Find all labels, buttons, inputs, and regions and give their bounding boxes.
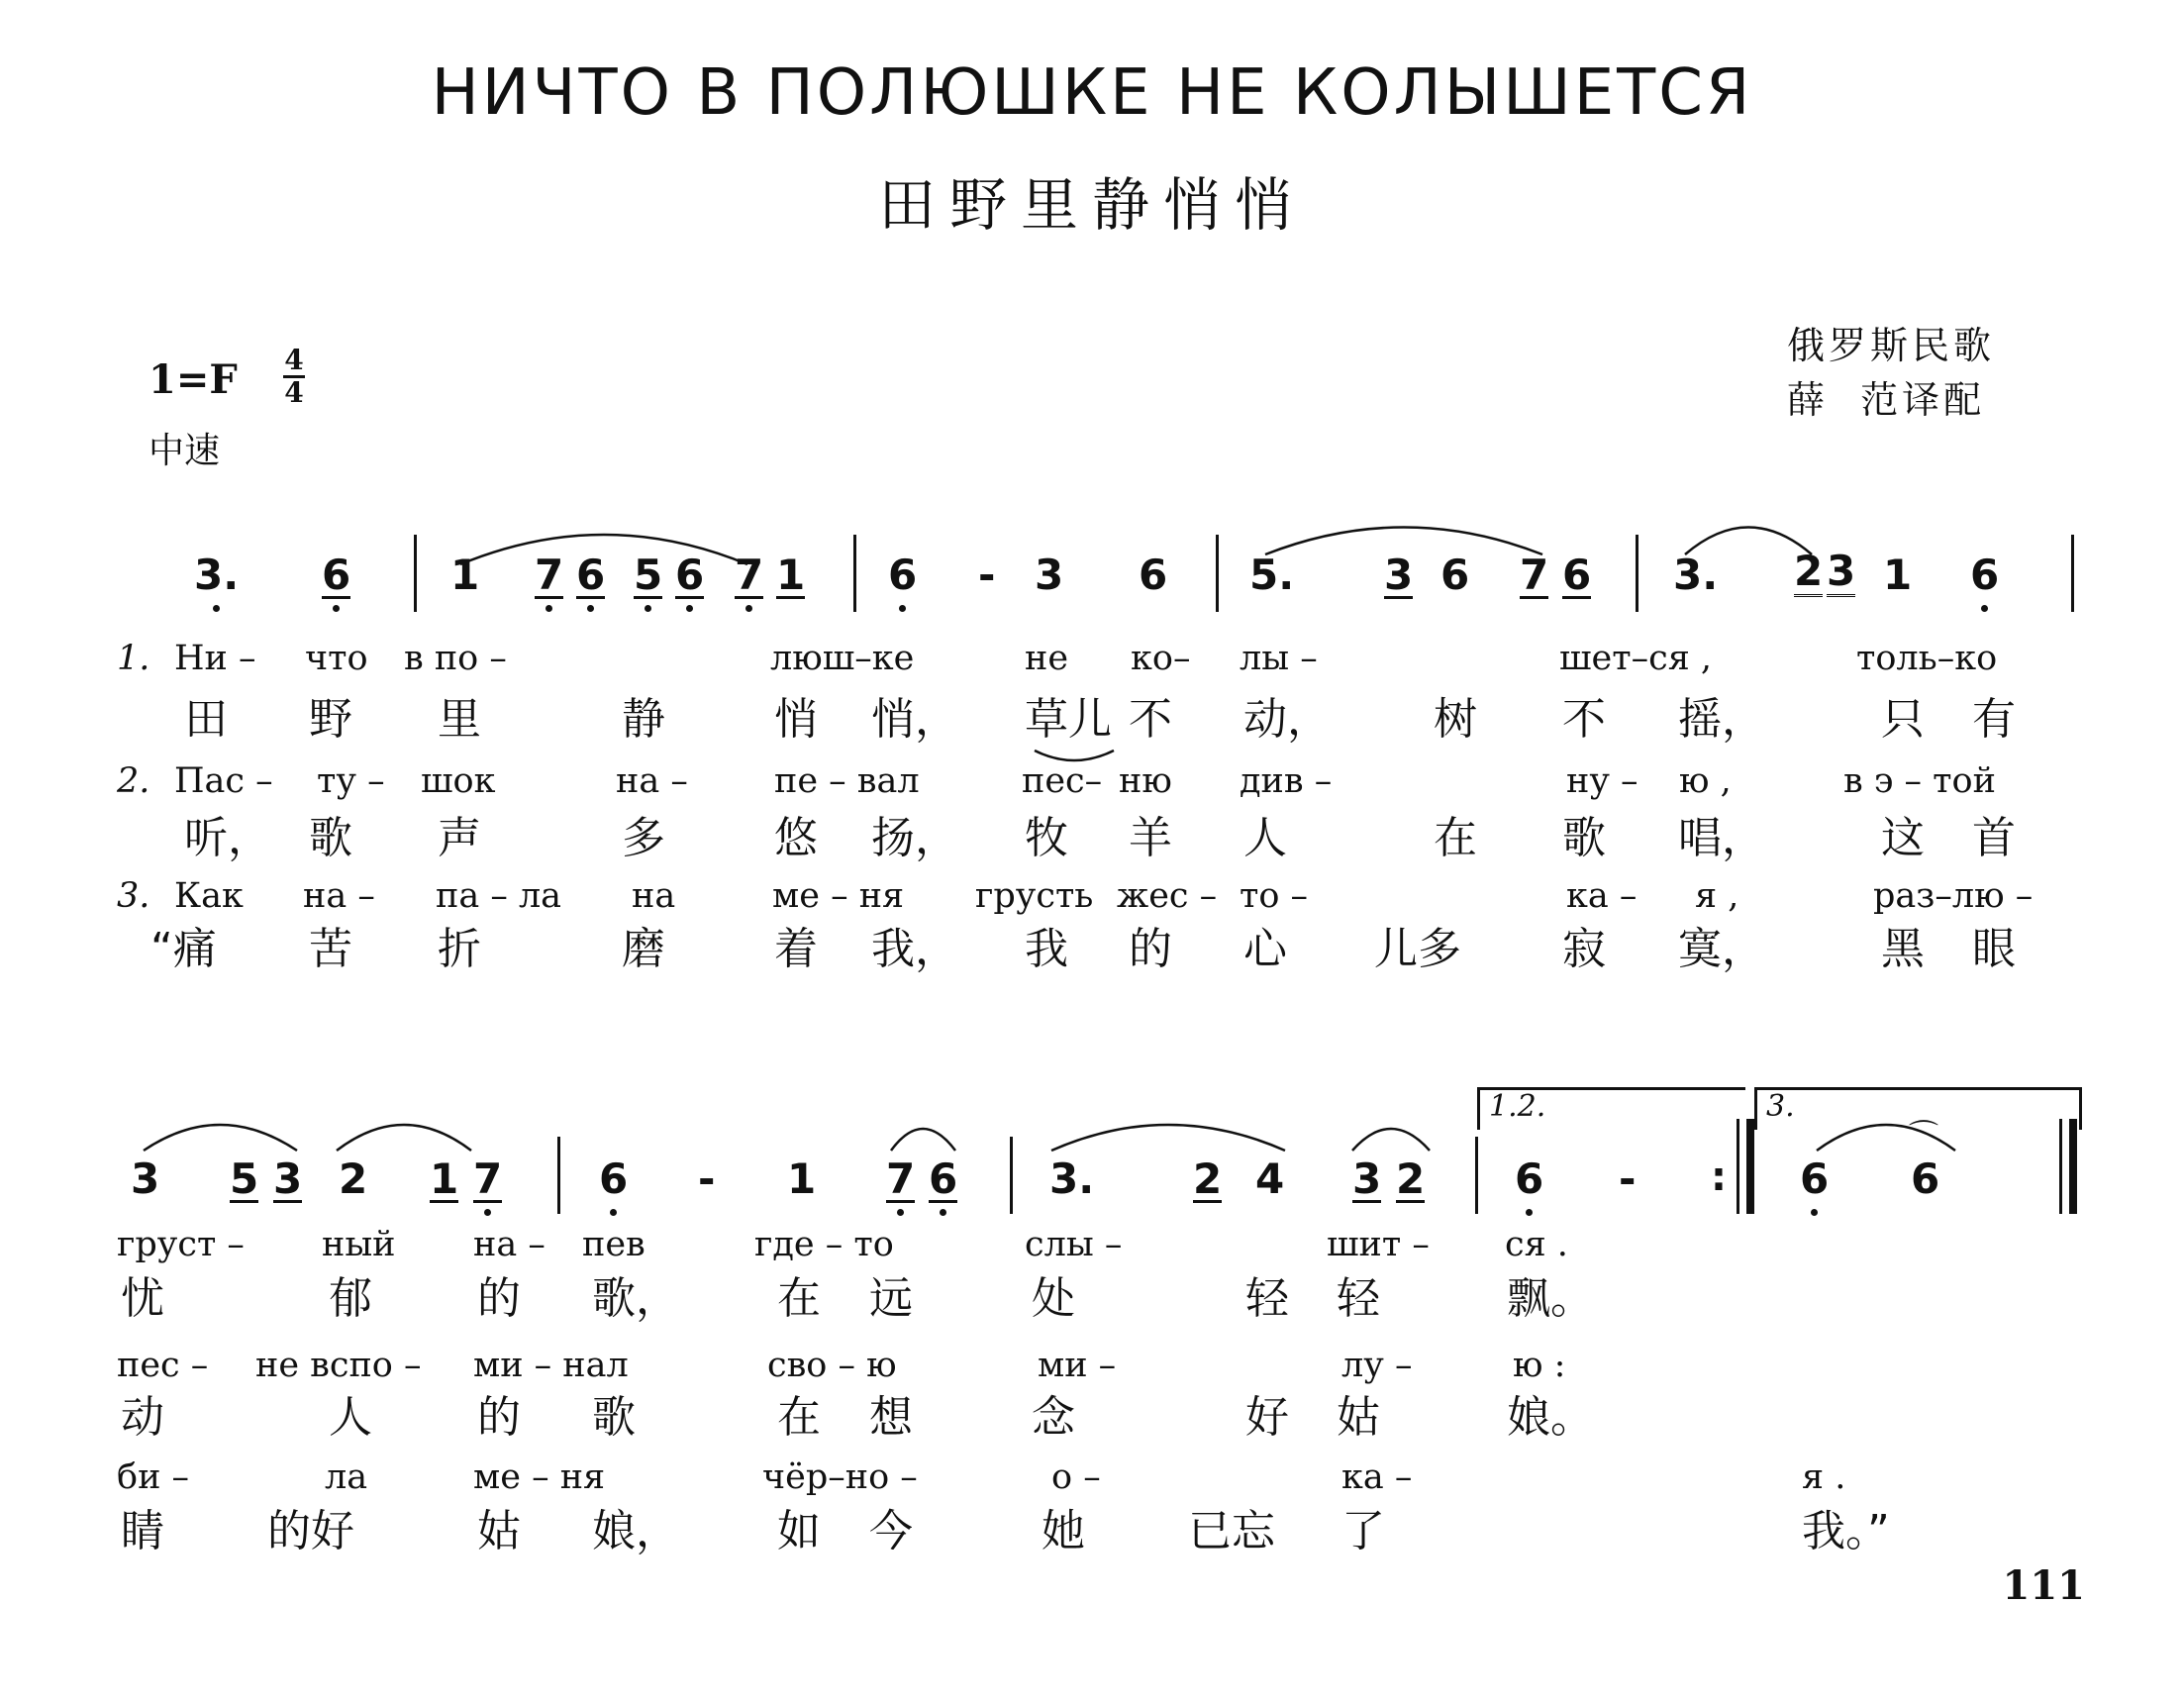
note: 6 bbox=[599, 1154, 629, 1203]
note: 2 bbox=[1396, 1154, 1426, 1203]
note: 3 bbox=[1827, 547, 1856, 595]
lyric-ru: где – то bbox=[754, 1225, 894, 1264]
lyric-ru: па – ла bbox=[436, 876, 562, 916]
lyric-zh: 如 bbox=[777, 1506, 821, 1556]
lyric-zh: 儿多 bbox=[1374, 924, 1461, 974]
lyric-ru: ме – ня bbox=[772, 876, 905, 916]
lyric-ru: в э – той bbox=[1843, 761, 1996, 801]
note: 6 bbox=[1562, 551, 1592, 599]
lyric-zh: 不 bbox=[1562, 694, 1606, 745]
note: 2 bbox=[1794, 547, 1824, 595]
lyric-zh: 这 bbox=[1881, 813, 1925, 863]
lyric-ru: слы – bbox=[1025, 1225, 1123, 1264]
note: 3. bbox=[194, 551, 240, 599]
lyric-ru: люш–ке bbox=[770, 639, 915, 678]
slur bbox=[1352, 1129, 1430, 1151]
note: 5 bbox=[634, 551, 663, 599]
second-ending-label: 3. bbox=[1766, 1089, 1795, 1124]
note: 6 bbox=[1911, 1154, 1940, 1203]
lyric-ru: ну – bbox=[1566, 761, 1638, 801]
note: 6 bbox=[929, 1154, 958, 1203]
slur bbox=[337, 1125, 471, 1151]
page-number: 111 bbox=[2002, 1562, 2085, 1609]
lyric-zh: 静 bbox=[622, 694, 665, 745]
lyric-ru: ко– bbox=[1131, 639, 1191, 678]
lyric-ru: шит – bbox=[1327, 1225, 1430, 1264]
note: 2 bbox=[339, 1154, 368, 1203]
lyric-zh: 折 bbox=[438, 924, 481, 974]
lyric-zh: 歌 bbox=[1562, 813, 1606, 863]
note-dash: - bbox=[1619, 1154, 1637, 1203]
lyric-ru: шет–ся , bbox=[1559, 639, 1713, 678]
lyric-zh: 的好 bbox=[267, 1506, 354, 1556]
lyric-zh: 树 bbox=[1434, 694, 1477, 745]
lyric-ru: пес – bbox=[117, 1346, 209, 1385]
lyric-zh: 今 bbox=[869, 1506, 913, 1556]
lyric-ru: на – bbox=[616, 761, 688, 801]
lyric-zh: 她 bbox=[1042, 1506, 1085, 1556]
final-barline bbox=[2069, 1119, 2077, 1214]
lyric-ru: ми – нал bbox=[473, 1346, 629, 1385]
slur bbox=[891, 1129, 955, 1151]
lyric-ru: ла bbox=[325, 1457, 368, 1497]
lyric-zh: 着 bbox=[774, 924, 818, 974]
barline bbox=[557, 1137, 560, 1214]
lyric-zh: 多 bbox=[622, 813, 665, 863]
lyric-ru: ся . bbox=[1505, 1225, 1568, 1264]
lyric-zh: 有 bbox=[1972, 694, 2016, 745]
time-signature-top: 4 bbox=[284, 344, 304, 376]
lyric-zh: 的 bbox=[1129, 924, 1172, 974]
note: 6 bbox=[576, 551, 606, 599]
verse-number: 2. bbox=[117, 761, 150, 801]
note-dash: - bbox=[698, 1154, 716, 1203]
note: 3 bbox=[1384, 551, 1414, 599]
note: 1 bbox=[787, 1154, 817, 1203]
lyric-ru: я , bbox=[1695, 876, 1739, 916]
lyric-ru: не вспо – bbox=[255, 1346, 422, 1385]
lyric-zh: 人 bbox=[1243, 813, 1287, 863]
lyric-zh: 动， bbox=[1243, 694, 1331, 745]
lyric-zh: 在 bbox=[1434, 813, 1477, 863]
lyric-ru: ка – bbox=[1566, 876, 1638, 916]
lyric-zh: 轻 bbox=[1337, 1273, 1380, 1324]
tempo-marking: 中速 bbox=[149, 431, 221, 471]
lyric-zh: 远 bbox=[869, 1273, 913, 1324]
verse-number: 1. bbox=[117, 639, 150, 678]
credit-origin: 俄罗斯民歌 bbox=[1787, 324, 1996, 367]
note: 6 bbox=[1970, 551, 2000, 599]
lyric-zh: 歌 bbox=[592, 1392, 636, 1443]
barline bbox=[1475, 1137, 1478, 1214]
lyric-zh: 黑 bbox=[1881, 924, 1925, 974]
lyric-zh: 悠 bbox=[774, 813, 818, 863]
note: 6 bbox=[1800, 1154, 1830, 1203]
key-signature: 1=F bbox=[149, 356, 238, 403]
lyric-ru: Пас – bbox=[174, 761, 273, 801]
lyric-ru: чёр–но – bbox=[762, 1457, 918, 1497]
lyric-ru: на – bbox=[303, 876, 375, 916]
barline bbox=[2059, 1119, 2062, 1214]
lyric-zh: “痛 bbox=[150, 924, 217, 974]
note: 3 bbox=[131, 1154, 160, 1203]
lyric-zh: 心 bbox=[1243, 924, 1287, 974]
note: 5 bbox=[230, 1154, 259, 1203]
note: 7 bbox=[473, 1154, 503, 1203]
lyric-zh: 已忘 bbox=[1188, 1506, 1275, 1556]
lyric-zh: 唱， bbox=[1678, 813, 1765, 863]
lyric-zh: 田 bbox=[184, 694, 228, 745]
note: 3 bbox=[273, 1154, 303, 1203]
lyric-zh: 的 bbox=[477, 1392, 521, 1443]
lyric-ru: в по – bbox=[404, 639, 507, 678]
lyric-zh: 悄 bbox=[774, 694, 818, 745]
lyric-ru: жес – bbox=[1117, 876, 1218, 916]
note: 3 bbox=[1035, 551, 1064, 599]
lyric-ru: на – bbox=[473, 1225, 546, 1264]
lyric-zh: 姑 bbox=[477, 1506, 521, 1556]
lyric-zh: 歌 bbox=[309, 813, 352, 863]
lyric-zh: 扬， bbox=[871, 813, 958, 863]
lyric-zh: 人 bbox=[329, 1392, 372, 1443]
lyric-zh: 寞， bbox=[1678, 924, 1765, 974]
lyric-zh: 悄， bbox=[871, 694, 958, 745]
lyric-ru: Ни – bbox=[174, 639, 256, 678]
lyric-zh: 好 bbox=[1245, 1392, 1289, 1443]
lyric-zh: 处 bbox=[1032, 1273, 1075, 1324]
fermata-icon: ⌒ bbox=[1909, 1119, 1938, 1153]
lyric-zh: 只 bbox=[1881, 694, 1925, 745]
lyric-zh: 轻 bbox=[1245, 1273, 1289, 1324]
lyric-zh: 想 bbox=[869, 1392, 913, 1443]
title-russian: НИЧТО В ПОЛЮШКЕ НЕ КОЛЫШЕТСЯ bbox=[431, 56, 1753, 130]
credit-translator: 薛 范译配 bbox=[1787, 378, 1986, 422]
lyric-ru: шок bbox=[421, 761, 496, 801]
lyric-zh: 听， bbox=[184, 813, 271, 863]
note: 6 bbox=[1139, 551, 1168, 599]
lyric-ru: би – bbox=[117, 1457, 190, 1497]
lyric-ru: пев bbox=[582, 1225, 645, 1264]
lyric-ru: ме – ня bbox=[473, 1457, 606, 1497]
lyric-ru: Как bbox=[174, 876, 244, 916]
note: 4 bbox=[1255, 1154, 1285, 1203]
lyric-ru: я . bbox=[1802, 1457, 1846, 1497]
time-signature-bottom: 4 bbox=[284, 376, 304, 409]
lyric-zh: 姑 bbox=[1337, 1392, 1380, 1443]
lyric-zh: 牧 bbox=[1025, 813, 1068, 863]
note: 1 bbox=[430, 1154, 459, 1203]
lyric-ru: грусть bbox=[975, 876, 1094, 916]
lyric-ru: раз–лю – bbox=[1873, 876, 2034, 916]
lyric-ru: то – bbox=[1240, 876, 1309, 916]
lyric-zh: 草儿 bbox=[1025, 694, 1112, 745]
lyric-zh: 的 bbox=[477, 1273, 521, 1324]
note: 1 bbox=[1883, 551, 1913, 599]
lyric-ru: на bbox=[632, 876, 676, 916]
note: 7 bbox=[886, 1154, 916, 1203]
lyric-ru: пес– bbox=[1022, 761, 1103, 801]
lyric-ru: ту – bbox=[317, 761, 385, 801]
lyric-zh: 野 bbox=[309, 694, 352, 745]
note: 6 bbox=[888, 551, 918, 599]
note: 3. bbox=[1049, 1154, 1095, 1203]
barline bbox=[1010, 1137, 1013, 1214]
lyric-ru: ми – bbox=[1038, 1346, 1117, 1385]
lyric-zh: 郁 bbox=[329, 1273, 372, 1324]
note: 6 bbox=[322, 551, 351, 599]
lyric-ru: ю : bbox=[1513, 1346, 1566, 1385]
lyric-zh: 念 bbox=[1032, 1392, 1075, 1443]
note-dash: - bbox=[978, 551, 996, 599]
barline bbox=[1737, 1119, 1739, 1214]
repeat-sign-dots: : bbox=[1711, 1154, 1727, 1200]
lyric-ru: о – bbox=[1051, 1457, 1101, 1497]
note: 7 bbox=[1520, 551, 1549, 599]
lyric-ru: лы – bbox=[1240, 639, 1318, 678]
lyric-ru: див – bbox=[1240, 761, 1333, 801]
lyric-ru: ка – bbox=[1341, 1457, 1413, 1497]
lyric-zh: 我。” bbox=[1802, 1506, 1890, 1556]
lyric-ru: пе – вал bbox=[774, 761, 920, 801]
lyric-ru: что bbox=[305, 639, 368, 678]
note: 3 bbox=[1352, 1154, 1382, 1203]
lyric-ru: толь–ко bbox=[1856, 639, 1998, 678]
lyric-zh: 在 bbox=[777, 1392, 821, 1443]
lyric-zh: 首 bbox=[1972, 813, 2016, 863]
lyric-zh: 不 bbox=[1129, 694, 1172, 745]
title-chinese: 田野里静悄悄 bbox=[877, 171, 1306, 239]
repeat-barline bbox=[1746, 1119, 1754, 1214]
note: 6 bbox=[1440, 551, 1470, 599]
lyric-zh: 在 bbox=[777, 1273, 821, 1324]
slur bbox=[1051, 1125, 1285, 1151]
note: 1 bbox=[450, 551, 480, 599]
note: 5. bbox=[1249, 551, 1295, 599]
lyric-ru: лу – bbox=[1341, 1346, 1413, 1385]
note: 2 bbox=[1193, 1154, 1223, 1203]
slur bbox=[144, 1125, 297, 1151]
note: 3. bbox=[1673, 551, 1719, 599]
note: 7 bbox=[735, 551, 764, 599]
lyric-zh: 娘， bbox=[592, 1506, 679, 1556]
lyric-zh: 飘。 bbox=[1507, 1273, 1594, 1324]
lyric-zh: 忧 bbox=[121, 1273, 164, 1324]
lyric-ru: ню bbox=[1119, 761, 1172, 801]
first-ending-label: 1.2. bbox=[1489, 1089, 1546, 1124]
note: 6 bbox=[1515, 1154, 1544, 1203]
lyric-zh: 歌， bbox=[592, 1273, 679, 1324]
lyric-ru: груст – bbox=[117, 1225, 245, 1264]
lyric-ru: не bbox=[1025, 639, 1069, 678]
verse-number: 3. bbox=[117, 876, 150, 916]
lyric-zh: 娘。 bbox=[1507, 1392, 1594, 1443]
lyric-zh: 声 bbox=[438, 813, 481, 863]
lyric-zh: 磨 bbox=[622, 924, 665, 974]
note: 1 bbox=[776, 551, 806, 599]
lyric-ru: сво – ю bbox=[767, 1346, 897, 1385]
note: 7 bbox=[535, 551, 564, 599]
lyric-zh: 了 bbox=[1341, 1506, 1385, 1556]
lyric-zh: 里 bbox=[438, 694, 481, 745]
lyric-zh: 眼 bbox=[1972, 924, 2016, 974]
lyric-ru: ный bbox=[322, 1225, 396, 1264]
lyric-zh: 羊 bbox=[1129, 813, 1172, 863]
note: 6 bbox=[675, 551, 705, 599]
lyric-zh: 苦 bbox=[309, 924, 352, 974]
lyric-zh: 睛 bbox=[121, 1506, 164, 1556]
lyric-zh: 动 bbox=[121, 1392, 164, 1443]
lyric-ru: ю , bbox=[1679, 761, 1732, 801]
lyric-zh: 我 bbox=[1025, 924, 1068, 974]
lyric-zh: 摇， bbox=[1678, 694, 1765, 745]
lyric-zh: 我， bbox=[871, 924, 958, 974]
lyric-zh: 寂 bbox=[1562, 924, 1606, 974]
